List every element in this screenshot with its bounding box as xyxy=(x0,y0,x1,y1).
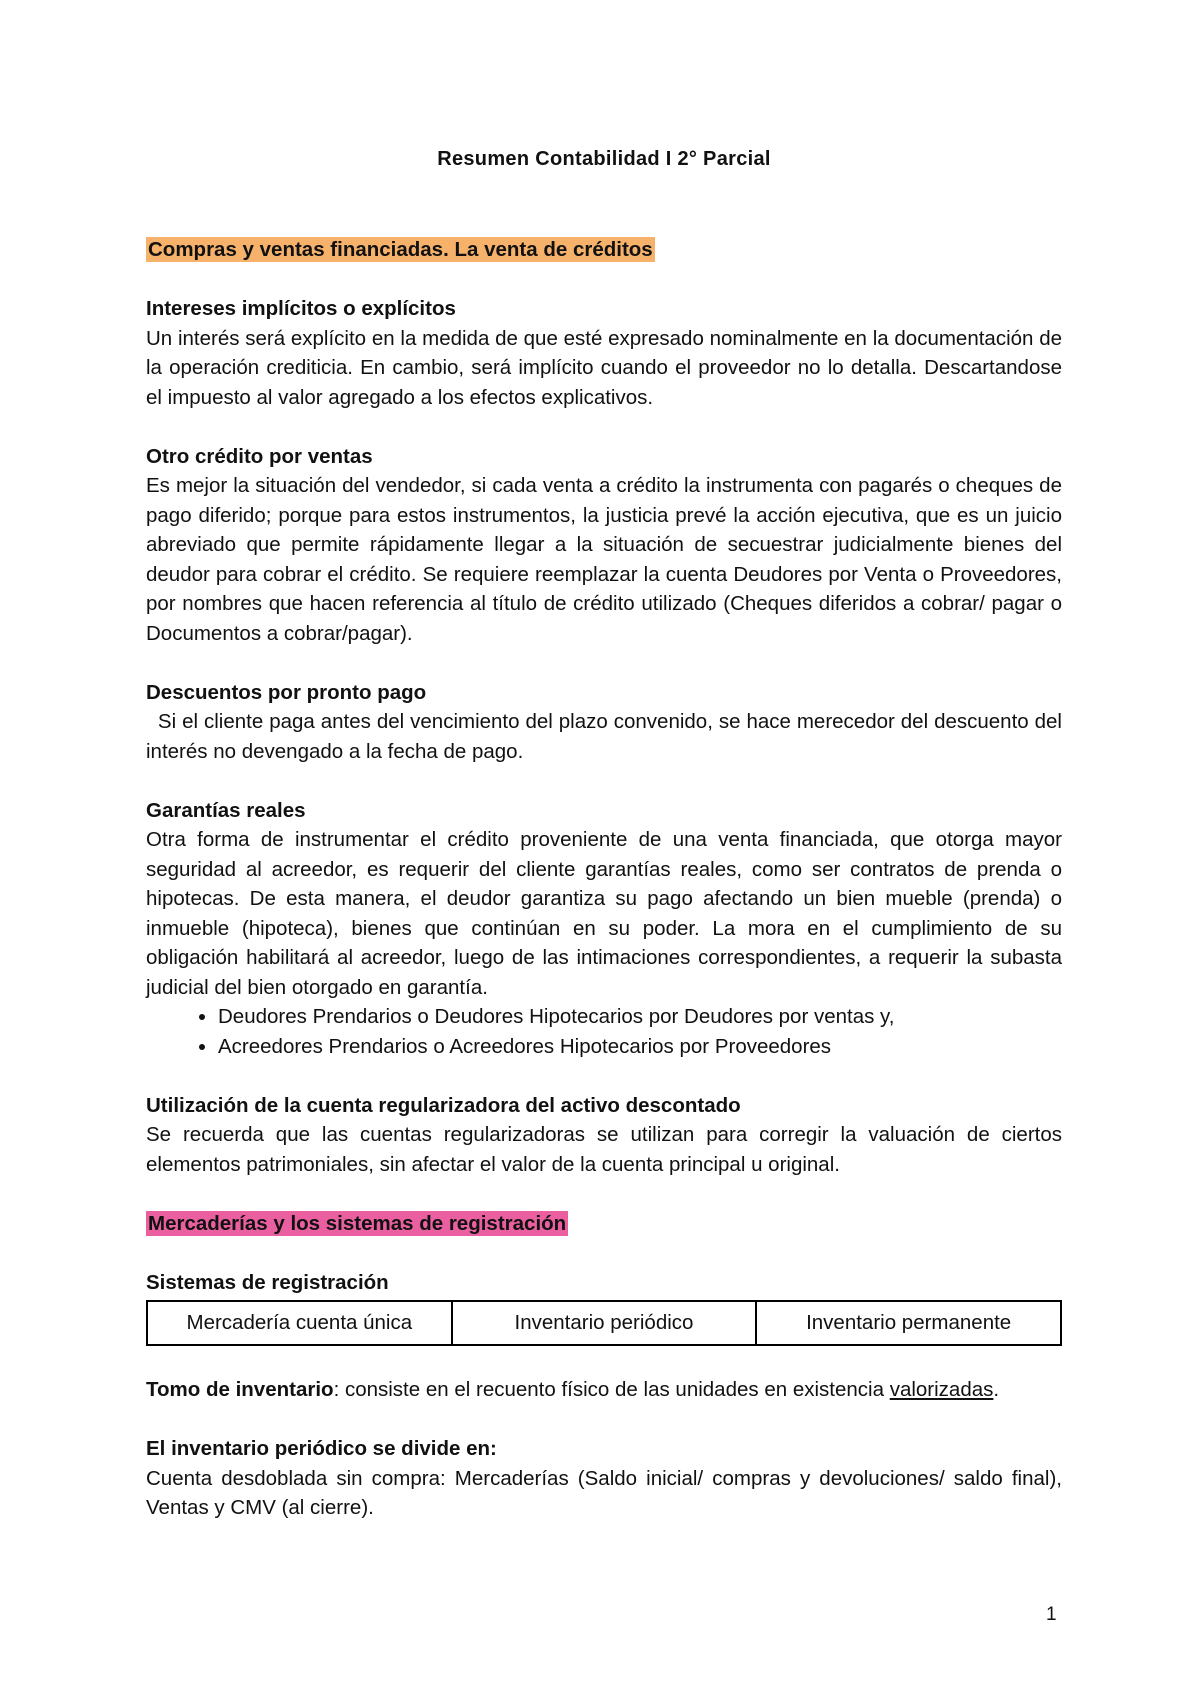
page-number: 1 xyxy=(1046,1604,1057,1625)
subtitle-descuentos: Descuentos por pronto pago xyxy=(146,680,427,704)
subtitle-regularizadora: Utilización de la cuenta regularizadora del activo descontado xyxy=(146,1093,741,1117)
highlighted-heading: Mercaderías y los sistemas de registración xyxy=(148,1211,567,1235)
tomo-underlined: valorizadas xyxy=(889,1378,994,1401)
paragraph-garantias: Otra forma de instrumentar el crédito proveniente de una venta financiada, que otorga mayor seguridad al acreedor, es requerir del cliente garantías reales, como ser contratos de prenda o hipotecas. De esta manera, el deudor garantiza su pago afectando un bien mueble (prenda) o inmueble (hipoteca), bienes que continúan en su poder. La mora en el cumplimiento de su obligación habilitará al acreedor, luego de las intimaciones correspondientes, a requerir la subasta judicial del bien otorgado en garantía. xyxy=(146,828,1062,999)
tomo-text: : consiste en el recuento físico de las unidades en existencia xyxy=(333,1378,890,1401)
term-tomo: Tomo de inventario xyxy=(146,1378,334,1401)
paragraph-descuentos: Si el cliente paga antes del vencimiento del plazo convenido, se hace merecedor del descuento del interés no devengado a la fecha de pago. xyxy=(146,710,1068,763)
table-cell: Inventario periódico xyxy=(452,1301,757,1345)
block-garantias xyxy=(146,796,1062,1062)
paragraph-intereses: Un interés será explícito en la medida de que esté expresado nominalmente en la documentación de la operación crediticia. En cambio, será implícito cuando el proveedor no lo detalla. Descartandose el impuesto al valor agregado a los efectos explicativos. xyxy=(146,326,1062,409)
tomo-end: . xyxy=(993,1378,1000,1401)
paragraph-periodico: Cuenta desdoblada sin compra: Mercaderías (Saldo inicial/ compras y devoluciones/ saldo final), Ventas y CMV (al cierre). xyxy=(146,1466,1062,1519)
table-cell: Mercadería cuenta única xyxy=(147,1301,452,1345)
subtitle-periodico: El inventario periódico se divide en: xyxy=(146,1437,497,1460)
paragraph-regularizadora: Se recuerda que las cuentas regularizadoras se utilizan para corregir la valuación de ciertos elementos patrimoniales, sin afectar el valor de la cuenta principal u original. xyxy=(146,1123,1062,1176)
bullet-list xyxy=(146,1002,1062,1061)
block-descuentos xyxy=(146,678,1068,767)
subtitle-otro-credito: Otro crédito por ventas xyxy=(146,444,373,468)
highlighted-heading: Compras y ventas financiadas. La venta de créditos xyxy=(148,237,653,261)
subtitle-sistemas: Sistemas de registración xyxy=(146,1271,389,1294)
block-intereses xyxy=(146,294,1062,412)
subtitle-garantias: Garantías reales xyxy=(146,798,306,822)
document-title: Resumen Contabilidad I 2° Parcial xyxy=(437,148,771,170)
document-body xyxy=(146,145,1068,1523)
systems-table xyxy=(146,1300,1062,1346)
block-periodico xyxy=(146,1434,1062,1523)
section-heading-compras-ventas xyxy=(146,235,1062,265)
block-otro-credito xyxy=(146,442,1062,649)
block-tomo xyxy=(146,1375,1062,1405)
subtitle-intereses: Intereses implícitos o explícitos xyxy=(146,297,456,320)
block-regularizadora xyxy=(146,1091,1062,1180)
table-row xyxy=(147,1301,1061,1345)
list-item: • Acreedores Prendarios o Acreedores Hipotecarios por Proveedores xyxy=(218,1032,1062,1062)
table-cell: Inventario permanente xyxy=(756,1301,1061,1345)
block-sistemas xyxy=(146,1268,1062,1346)
paragraph-otro-credito: Es mejor la situación del vendedor, si cada venta a crédito la instrumenta con pagarés o cheques de pago diferido; porque para estos instrumentos, la justicia prevé la acción ejecutiva, que es un juicio abreviado que permite rápidamente llegar a la situación de secuestrar judicialmente bienes del deudor para cobrar el crédito. Se requiere reemplazar la cuenta Deudores por Venta o Proveedores, por nombres que hacen referencia al título de crédito utilizado (Cheques diferidos a cobrar/ pagar o Documentos a cobrar/pagar). xyxy=(146,474,1062,645)
paragraph-tomo xyxy=(146,1375,1062,1405)
list-item: • Deudores Prendarios o Deudores Hipotecarios por Deudores por ventas y, xyxy=(218,1002,1062,1032)
section-heading-mercaderias xyxy=(146,1209,1062,1239)
